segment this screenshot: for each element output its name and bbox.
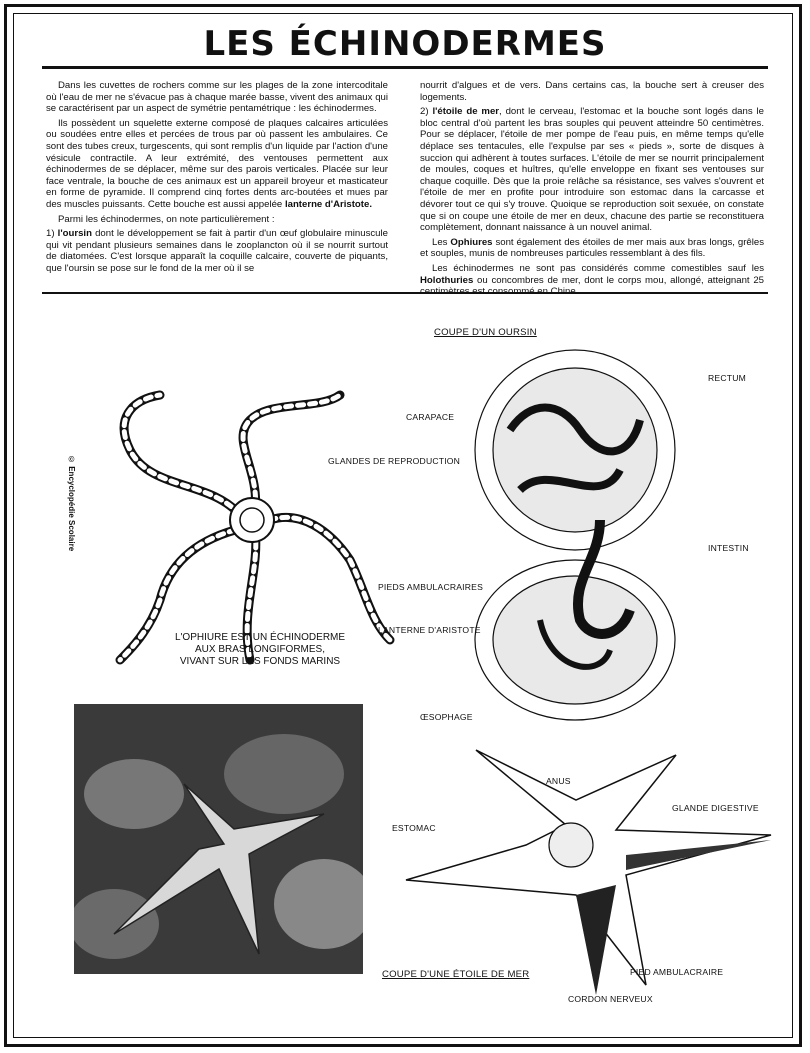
paragraph: Dans les cuvettes de rochers comme sur les plages de la zone intercoditale où l'eau de mer ne s'évacue pas à chaque marée basse, vivent des animaux qui se caractérisent par un aspect de symétrie pentamétrique : les échinodermes. (46, 80, 388, 115)
paragraph: Ils possèdent un squelette externe composé de plaques calcaires articulées ou soudées entre elles et percées de trous par où passent les ambulaires. Ce sont des tubes creux, turgescents, qui sont remplis d'un liquide par l'action d'une vésicule contractile. A leur extrémité, des ventouses permettent aux échinodermes de se déplacer, même sur des parois verticales. Placée sur leur face ventrale, la bouche de ces animaux est un appareil broyeur et masticateur en forme de pyramide. Il comprend cinq fortes dents arc-boutées et mues par des muscles puissants. Cette bouche est aussi appelée lanterne d'Aristote. (46, 117, 388, 210)
label-oesophage: ŒSOPHAGE (420, 712, 473, 722)
caption-line: L'OPHIURE EST UN ÉCHINODERME (174, 632, 346, 643)
paragraph: 1) l'oursin dont le développement se fait à partir d'un œuf globulaire minuscule qui vit pendant plusieurs semaines dans le zooplancton où il se nourrit surtout de diatomées. C'est lorsque apparaît la coquille calcaire, couverte de piquants, que l'oursin se pose sur le fond de la mer où il se (46, 228, 388, 274)
term: lanterne d'Aristote. (284, 198, 372, 210)
label-pieds-ambulacraires: PIEDS AMBULACRAIRES (378, 582, 484, 592)
title-rule (42, 66, 768, 69)
label-lanterne: LANTERNE D'ARISTOTE (378, 625, 481, 635)
text-column-right (420, 80, 764, 301)
label-intestin: INTESTIN (708, 543, 749, 553)
ophiure-caption (150, 632, 370, 668)
paragraph: nourrit d'algues et de vers. Dans certains cas, la bouche sert à creuser des logements. (420, 80, 764, 103)
page-title: LES ÉCHINODERMES (203, 24, 607, 64)
paragraph: Les échinodermes ne sont pas considérés comme comestibles sauf les Holothuries ou concombres de mer, dont le corps mou, allongé, atteignant 25 (420, 262, 764, 286)
label-coupe-oursin: COUPE D'UN OURSIN (434, 327, 537, 338)
label-carapace: CARAPACE (406, 412, 455, 422)
term: Ophiures (450, 236, 493, 248)
paragraph: Parmi les échinodermes, on note particulièrement : (58, 213, 275, 225)
label-coupe-etoile: COUPE D'UNE ÉTOILE DE MER (382, 969, 530, 980)
label-pied-ambulacraire: PIED AMBULACRAIRE (630, 967, 724, 977)
starfish-photo (74, 704, 363, 974)
section-separator (42, 292, 768, 294)
label-anus: ANUS (546, 776, 571, 786)
caption-line: AUX BRAS LONGIFORMES, (194, 644, 326, 655)
label-glande-digestive: GLANDE DIGESTIVE (672, 803, 759, 813)
caption-line: VIVANT SUR LES FONDS MARINS (179, 656, 341, 667)
label-estomac: ESTOMAC (392, 823, 436, 833)
paragraph: Les Ophiures sont également des étoiles de mer mais aux bras longs, grêles et souples, munis de nombreuses particules ressemblant à des fils. (420, 236, 764, 260)
label-glandes: GLANDES DE REPRODUCTION (328, 456, 461, 466)
term: Holothuries (420, 274, 474, 286)
paragraph: 2) l'étoile de mer, dont le cerveau, l'estomac et la bouche sont logés dans le bloc central d'où partent les bras souples qui peuvent atteindre 50 centimètres. Pour se déplacer, l'étoile de mer pompe de l'eau puis, en même temps qu'elle déplace ses tentacules, elle l'expulse par ses « pieds », sorte de disques à succion qui adhèrent à toutes surfaces. L'étoile de mer se nourrit principalement de moules, coques et huîtres, qu'elle enveloppe en fixant ses ventouses sur chaque coquille. Dès que la proie relâche sa résistance, ses valves s'ouvrent et l'étoile de mer en profite pour introduire son estomac dans la carcasse et dévorer tout ce qui s'y trouve. Quoique se reproduction soit sexuée, on constate que si on coupe une étoile de mer en deux, chacune des partie se reconstituera complètement, donnant naissance à un nouvel animal. (420, 106, 764, 234)
label-cordon-nerveux: CORDON NERVEUX (568, 994, 653, 1004)
label-rectum: RECTUM (708, 373, 746, 383)
term: l'étoile de mer (432, 106, 500, 118)
text-column-left (46, 80, 388, 278)
oursin-illustration (450, 340, 700, 750)
copyright: © Encyclopédie Scolaire (67, 455, 76, 552)
term: l'oursin (57, 228, 92, 240)
